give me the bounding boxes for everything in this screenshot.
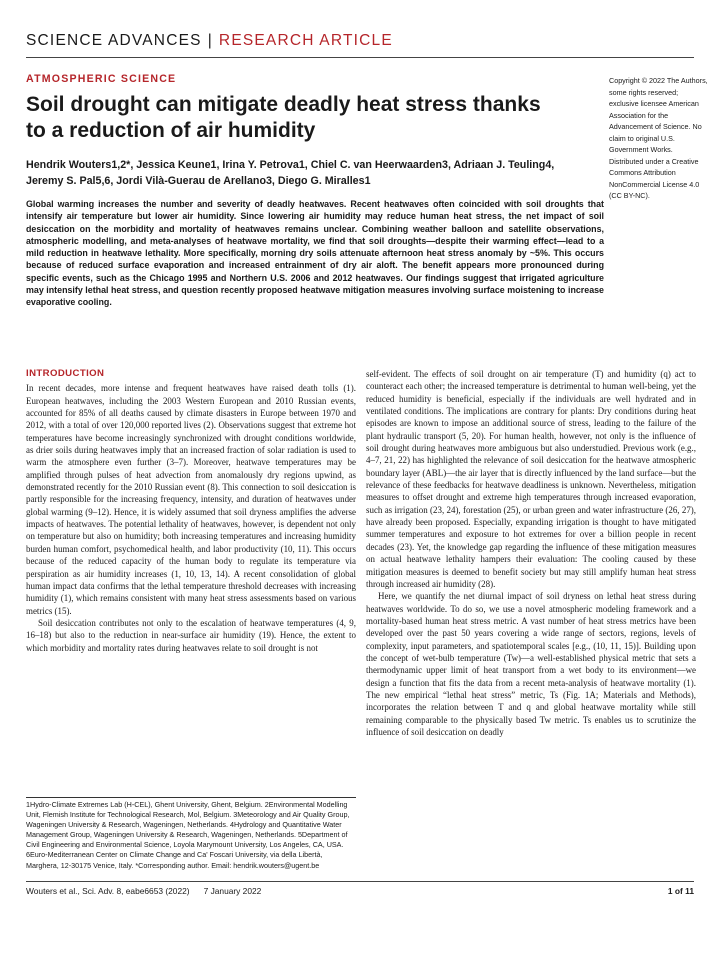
- author-list: Hendrik Wouters1,2*, Jessica Keune1, Irina Y. Petrova1, Chiel C. van Heerwaarden3, Adriaan J. Teuling4, Jeremy S. Pal5,6, Jordi Vilà-Guerau de Arellano3, Diego G. Miralles1: [26, 159, 555, 187]
- abstract: Global warming increases the number and severity of deadly heatwaves. Recent heatwaves often coincided with soil droughts that intensify air temperature but lower air humidity. Since lowering air humidity may reduce human heat stress, the net impact of soil desiccation on the morbidity and mortality of heatwaves remains unclear. Combining weather balloon and satellite observations, atmospheric modelling, and meta-analyses of heatwave mortality, we find that soil droughts—despite their warming effect—lead to a mild reduction in heatwave lethality. More specifically, morning dry soils attenuate afternoon heat stress anomaly by ~5%. This occurs because of reduced surface evaporation and increased entrainment of dry air aloft. The benefit appears more pronounced during specific events, such as the Chicago 1995 and Northern U.S. 2006 and 2012 heatwaves. Our findings suggest that irrigated agriculture may intensify lethal heat stress, and question recently proposed heatwave mitigation measures involving surface moistening to increase evaporative cooling.: [26, 199, 604, 308]
- journal-name: SCIENCE ADVANCES: [26, 32, 202, 49]
- affiliations: 1Hydro-Climate Extremes Lab (H-CEL), Ghent University, Ghent, Belgium. 2Environmental Modelling Unit, Flemish Institute for Technological Research, Mol, Belgium. 3Meteorology and Air Quality Group, Wageningen University & Research, Wageningen, Netherlands. 4Hydrology and Quantitative Water Management Group, Wageningen University & Research, Wageningen, Netherlands. 5Department of Civil Engineering and Environmental Science, Loyola Marymount University, Los Angeles, CA, USA. 6Euro-Mediterranean Center on Climate Change and Ca' Foscari University, via della Libertà, Marghera, 12-30175 Venice, Italy. *Corresponding author. Email: hendrik.wouters@ugent.be: [26, 800, 350, 870]
- left-column: [26, 368, 356, 654]
- introduction-heading: INTRODUCTION: [26, 368, 105, 379]
- header-separator: |: [207, 32, 213, 49]
- footer-citation-line: [26, 886, 261, 896]
- footer-date: 7 January 2022: [203, 886, 262, 896]
- footer-rule: [26, 881, 694, 882]
- right-paragraph-2: Here, we quantify the net diurnal impact of soil dryness on lethal heat stress during heatwaves worldwide. To do so, we use a novel atmospheric modeling framework and a mortality-based human heat stress metric. A vast number of heat stress metrics have been developed over the past 50 years covering a wide range of sectors, regions, levels of complexity, input parameters, and spatiotemporal scales [e.g., (10, 11, 15)]. Building upon the concept of wet-bulb temperature (Tw)—a well-established physical metric that sets a thermodynamic upper limit of heat transport from a wet body to its environment—we design a function that fits the data from a recent meta-analysis of heatwave mortality (1). The new empirical “lethal heat stress” metric, Ts (Fig. 1A; Materials and Methods), incorporates the relation between T and q and global heatwave mortality while still remaining comparable to the physically based Tw metric. Ts enables us to scrutinize the influence of soil desiccation on deadly: [366, 591, 696, 737]
- copyright-notice: Copyright © 2022 The Authors, some rights reserved; exclusive licensee American Association for the Advancement of Science. No claim to original U.S. Government Works. Distributed under a Creative Commons Attribution NonCommercial License 4.0 (CC BY-NC).: [609, 76, 708, 200]
- right-column: [366, 368, 696, 738]
- left-paragraph-2: Soil desiccation contributes not only to the escalation of heatwave temperatures (4, 9, 16–18) but also to the reduction in near-surface air humidity (19). Hence, the extent to which morbidity and mortality rates during heatwaves relate to soil drought is not: [26, 617, 356, 653]
- right-paragraph-1: self-evident. The effects of soil drought on air temperature (T) and humidity (q) act to counteract each other; the increased temperature is detrimental to human well-being, yet the reduced humidity is beneficial, especially if the individuals are well hydrated and in ventilated conditions. The implications are contrary for plants: Dry conditions during heat episodes are known to impose an additional source of stress, leading to the failure of the plant hydraulic transport (5, 20). For human health, however, not only is the influence of soil drought during heatwaves more ambiguous but also understudied. Previous work (e.g., 4–7, 21, 22) has highlighted the relevance of soil desiccation for the heatwave atmospheric boundary layer (ABL)—the air layer that is directly influenced by the land surface—but the relevance of these feedbacks for heatwave deadliness is unknown. Nevertheless, mitigation measures to offset drought and extreme high temperatures through increased evaporation, such as irrigation (23, 24), forestation (25), or urban green and water infrastructure (26, 27), have already been proposed. Especially, expanding irrigation is thought to have mitigated summer temperatures and exposure to hot extremes for over a billion people in recent decades (23). Yet, the knowledge gap regarding the influence of these mitigation measures on actual heatwave lethality hampers their evaluation: The cooling caused by these mitigation measures is deemed to benefit society but may still amplify human heat stress through increased air humidity (28).: [366, 369, 696, 589]
- page-number: 1 of 11: [667, 886, 694, 896]
- affiliations-rule: [26, 797, 356, 798]
- header-rule: [26, 57, 694, 58]
- footer-citation: Wouters et al., Sci. Adv. 8, eabe6653 (2022): [26, 886, 190, 896]
- article-type: RESEARCH ARTICLE: [218, 32, 393, 49]
- section-tag: ATMOSPHERIC SCIENCE: [26, 73, 177, 85]
- journal-header: [26, 32, 393, 50]
- article-title: Soil drought can mitigate deadly heat stress thanks to a reduction of air humidity: [26, 93, 541, 142]
- left-paragraph-1: In recent decades, more intense and frequent heatwaves have raised death tolls (1). European heatwaves, including the 2003 Western European and 2010 Russian events, accounted for 85% of all deaths caused by climate disasters in Europe between 1970 and 2012, with a total of over 120,000 reported lives (2). Observations suggest that extreme hot temperatures have become increasingly synchronized with drought conditions worldwide, as drier soils during heatwaves imply that an increased fraction of solar radiation is used to warm the atmosphere even further (3–7). Moreover, heatwave temperatures may be amplified through pulses of heat advection from anomalously dry regions upwind, as demonstrated recently for the 2010 Russian event (8). This connection to soil desiccation is partly responsible for the increasing frequency, intensity, and duration of heatwaves under global warming (9–12). Hence, it is widely assumed that soil dryness amplifies the adverse impacts of heatwaves. The potential lethality of heatwaves, however, is dependent not only on temperature but also on humidity; both increasing temperatures and increasing humidity burden human comfort, psychomedical health, and labor productivity (10, 11). This occurs because of the reduced capacity of the human body to regulate its temperature via perspiration as air humidity increases (1, 10, 13, 14). A recent consolidation of global human impact data confirms that the lethal temperature threshold decreases with increasing humidity (1), which remains consistent with many heat stress assessments based on various metrics (15).: [26, 383, 356, 616]
